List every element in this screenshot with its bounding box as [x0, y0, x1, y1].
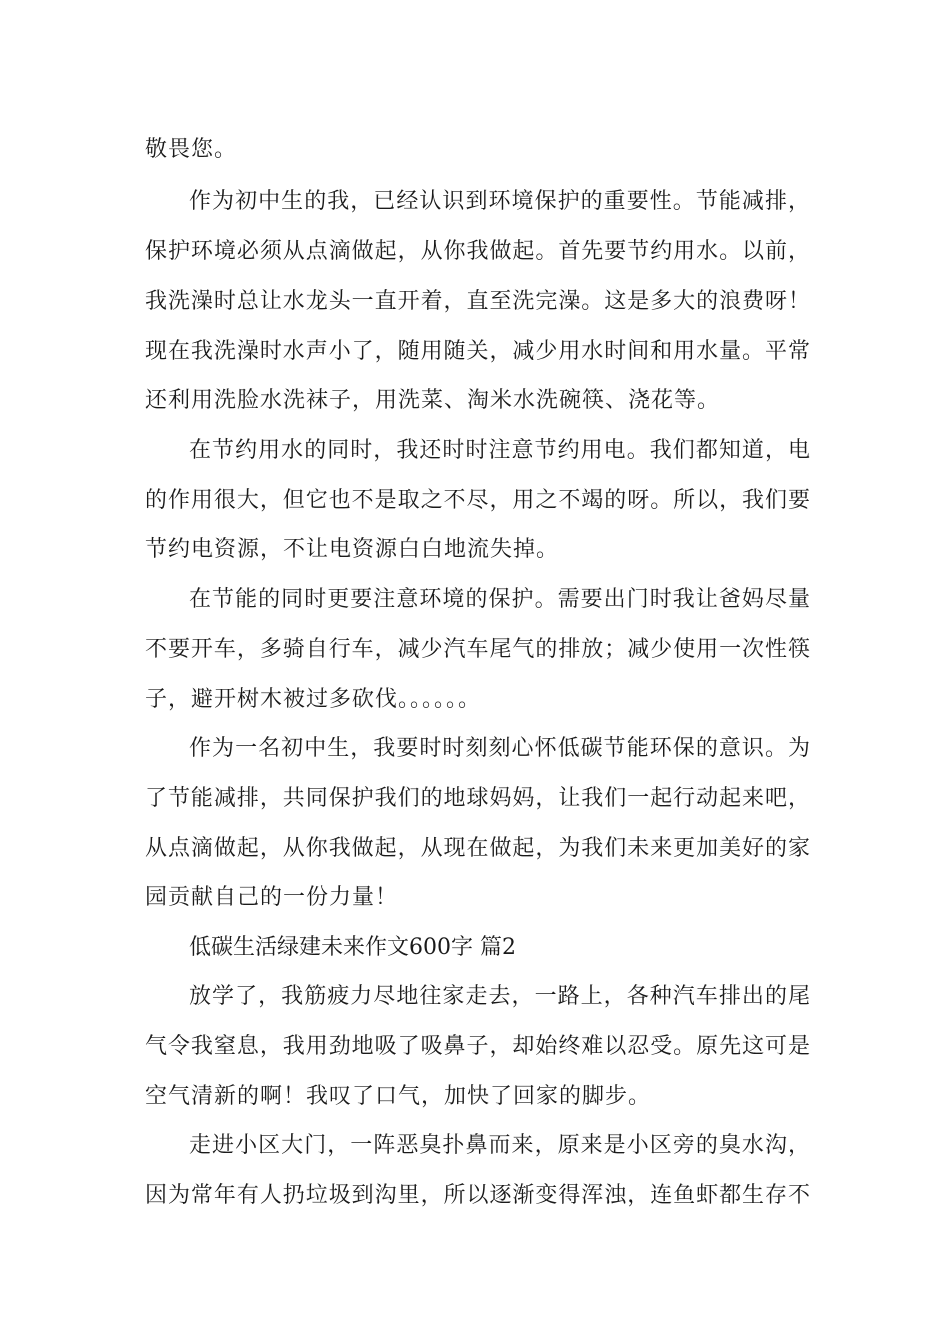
text-line: 了节能减排，共同保护我们的地球妈妈，让我们一起行动起来吧， [145, 786, 810, 811]
text-line: 节约电资源，不让电资源白白地流失掉。 [145, 537, 560, 562]
text-line: 的作用很大，但它也不是取之不尽，用之不竭的呀。所以，我们要 [145, 488, 810, 513]
text-line: 不要开车，多骑自行车，减少汽车尾气的排放；减少使用一次性筷 [145, 637, 810, 662]
text-line: 敬畏您。 [145, 137, 238, 162]
paragraph-first-line: 在节约用水的同时，我还时时注意节约用电。我们都知道，电 [189, 438, 810, 463]
section-heading: 低碳生活绿建未来作文600字 篇2 [189, 935, 516, 960]
text-line: 气令我窒息，我用劲地吸了吸鼻子，却始终难以忍受。原先这可是 [145, 1034, 810, 1059]
text-line: 保护环境必须从点滴做起，从你我做起。首先要节约用水。以前， [145, 239, 810, 264]
text-line: 园贡献自己的一份力量！ [145, 885, 399, 910]
text-line: 还利用洗脸水洗袜子，用洗菜、淘米水洗碗筷、浇花等。 [145, 388, 721, 413]
text-line: 从点滴做起，从你我做起，从现在做起，为我们未来更加美好的家 [145, 836, 810, 861]
text-line: 空气清新的啊！我叹了口气，加快了回家的脚步。 [145, 1084, 652, 1109]
paragraph-first-line: 在节能的同时更要注意环境的保护。需要出门时我让爸妈尽量 [189, 587, 810, 612]
paragraph-first-line: 放学了，我筋疲力尽地往家走去，一路上，各种汽车排出的尾 [189, 984, 810, 1009]
text-line: 子，避开树木被过多砍伐。。。。。。 [145, 687, 482, 712]
text-line: 现在我洗澡时水声小了，随用随关，减少用水时间和用水量。平常 [145, 339, 810, 364]
text-line: 我洗澡时总让水龙头一直开着，直至洗完澡。这是多大的浪费呀！ [145, 289, 810, 314]
paragraph-first-line: 作为初中生的我，已经认识到环境保护的重要性。节能减排， [189, 189, 810, 214]
paragraph-first-line: 作为一名初中生，我要时时刻刻心怀低碳节能环保的意识。为 [189, 736, 810, 761]
text-line: 因为常年有人扔垃圾到沟里，所以逐渐变得浑浊，连鱼虾都生存不 [145, 1183, 810, 1208]
paragraph-first-line: 走进小区大门，一阵恶臭扑鼻而来，原来是小区旁的臭水沟， [189, 1133, 810, 1158]
